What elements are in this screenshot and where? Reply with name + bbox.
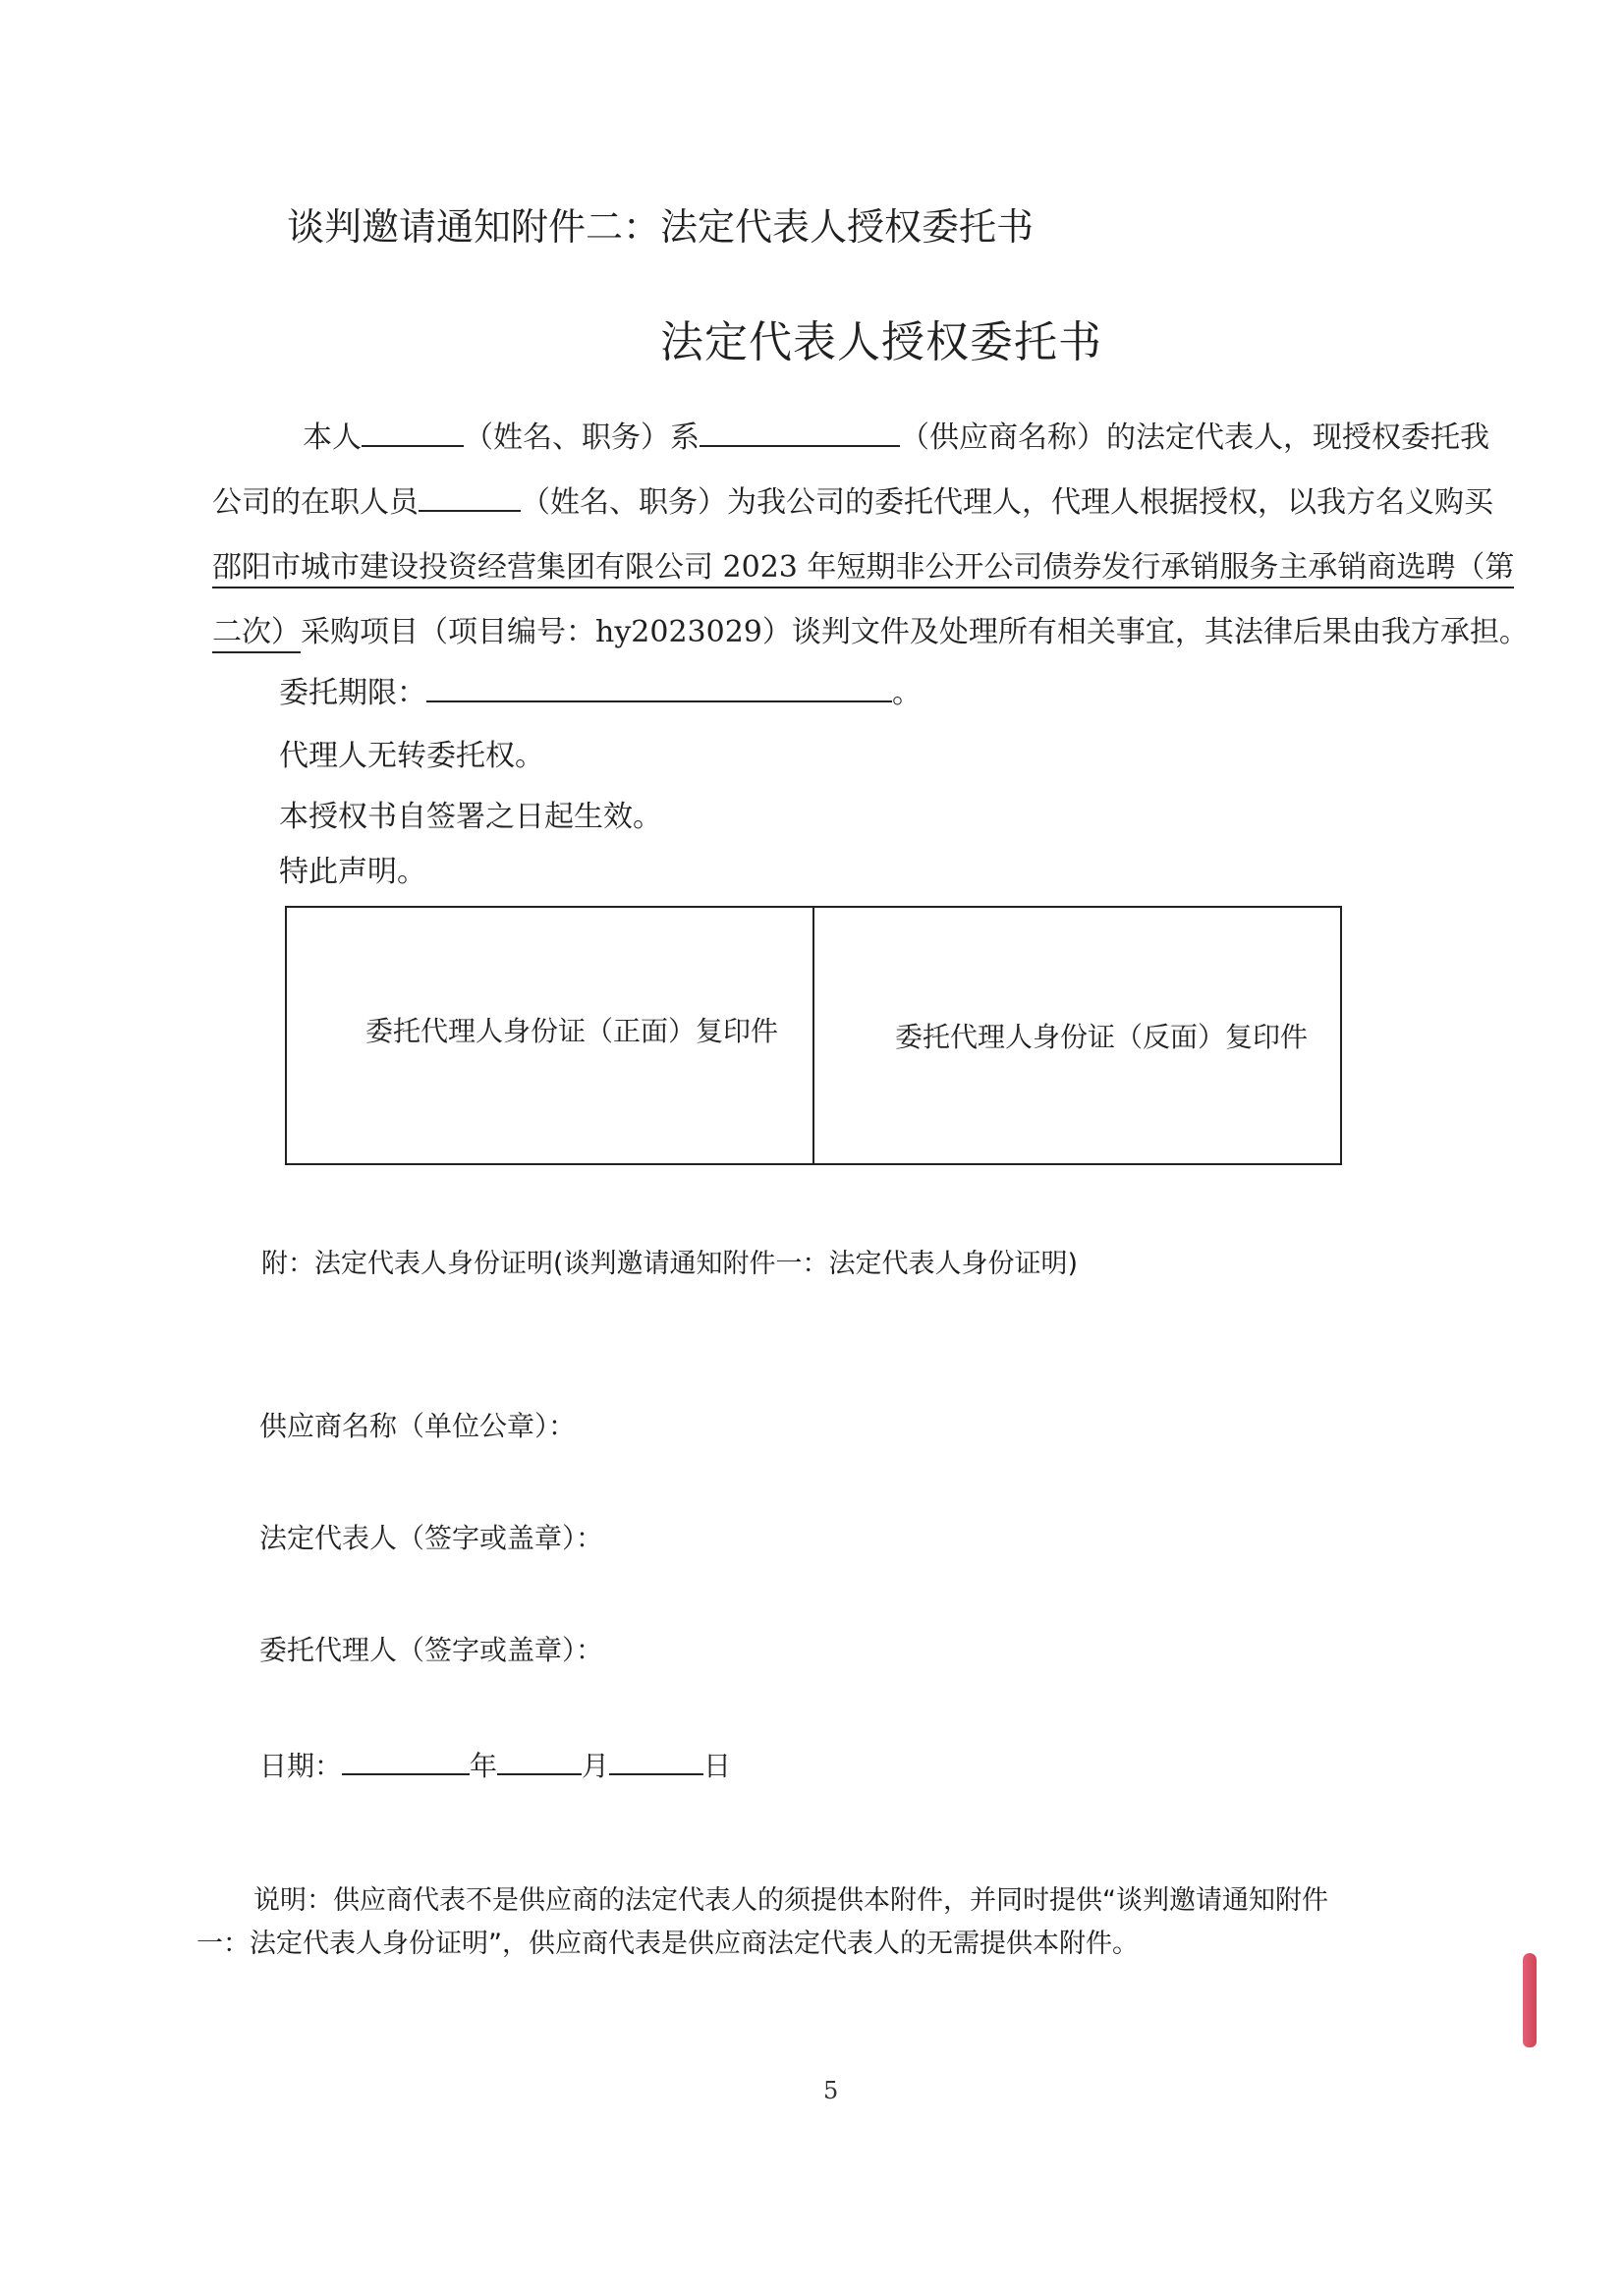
legal-rep-sign-line: 法定代表人（签字或盖章）： bbox=[259, 1522, 604, 1554]
id-back-cell bbox=[812, 908, 1340, 1163]
id-front-cell bbox=[287, 908, 812, 1163]
id-back-label: 委托代理人身份证（反面）复印件 bbox=[895, 1021, 1309, 1053]
name-title-blank bbox=[362, 416, 464, 447]
day-blank bbox=[609, 1748, 703, 1775]
document-title: 法定代表人授权委托书 bbox=[660, 317, 1102, 367]
date-line: 日期： 年 月 日 bbox=[259, 1750, 732, 1782]
body-line-3 bbox=[212, 542, 1514, 586]
id-front-label: 委托代理人身份证（正面）复印件 bbox=[365, 1015, 779, 1047]
body-line-4: 二次）采购项目（项目编号：hy2023029）谈判文件及处理所有相关事宜，其法律后果由我方承担。 bbox=[212, 607, 1529, 650]
note-line-2: 一：法定代表人身份证明”，供应商代表是供应商法定代表人的无需提供本附件。 bbox=[196, 1929, 1139, 1959]
note-line-1: 说明：供应商代表不是供应商的法定代表人的须提供本附件，并同时提供“谈判邀请通知附件 bbox=[253, 1885, 1328, 1916]
month-blank bbox=[497, 1748, 582, 1775]
effective-statement: 本授权书自签署之日起生效。 bbox=[279, 800, 662, 834]
declaration: 特此声明。 bbox=[279, 855, 426, 889]
project-name-underlined: 邵阳市城市建设投资经营集团有限公司 2023 年短期非公开公司债券发行承销服务主承销商选聘（第 bbox=[212, 550, 1514, 588]
body-line-2: 公司的在职人员 （姓名、职务）为我公司的委托代理人，代理人根据授权，以我方名义购买 bbox=[212, 477, 1493, 521]
agent-sign-line: 委托代理人（签字或盖章）： bbox=[259, 1634, 604, 1666]
page-number: 5 bbox=[823, 2077, 839, 2104]
agent-name-blank bbox=[419, 480, 521, 512]
id-card-copy-box bbox=[285, 906, 1342, 1165]
supplier-seal-line: 供应商名称（单位公章）： bbox=[259, 1410, 577, 1442]
attachment-note: 附：法定代表人身份证明(谈判邀请通知附件一：法定代表人身份证明) bbox=[261, 1249, 1079, 1279]
term-line: 委托期限： 。 bbox=[279, 668, 922, 711]
body-line-1: 本人 （姓名、职务）系 （供应商名称）的法定代表人，现授权委托我 bbox=[303, 413, 1489, 456]
header-title: 谈判邀请通知附件二：法定代表人授权委托书 bbox=[287, 205, 1035, 249]
year-blank bbox=[342, 1748, 470, 1775]
project-name-underlined-end: 二次） bbox=[212, 615, 301, 653]
supplier-name-blank bbox=[700, 416, 900, 447]
no-sub-delegation: 代理人无转委托权。 bbox=[279, 739, 544, 773]
term-blank bbox=[426, 671, 892, 702]
seal-edge-mark bbox=[1523, 1953, 1537, 2047]
